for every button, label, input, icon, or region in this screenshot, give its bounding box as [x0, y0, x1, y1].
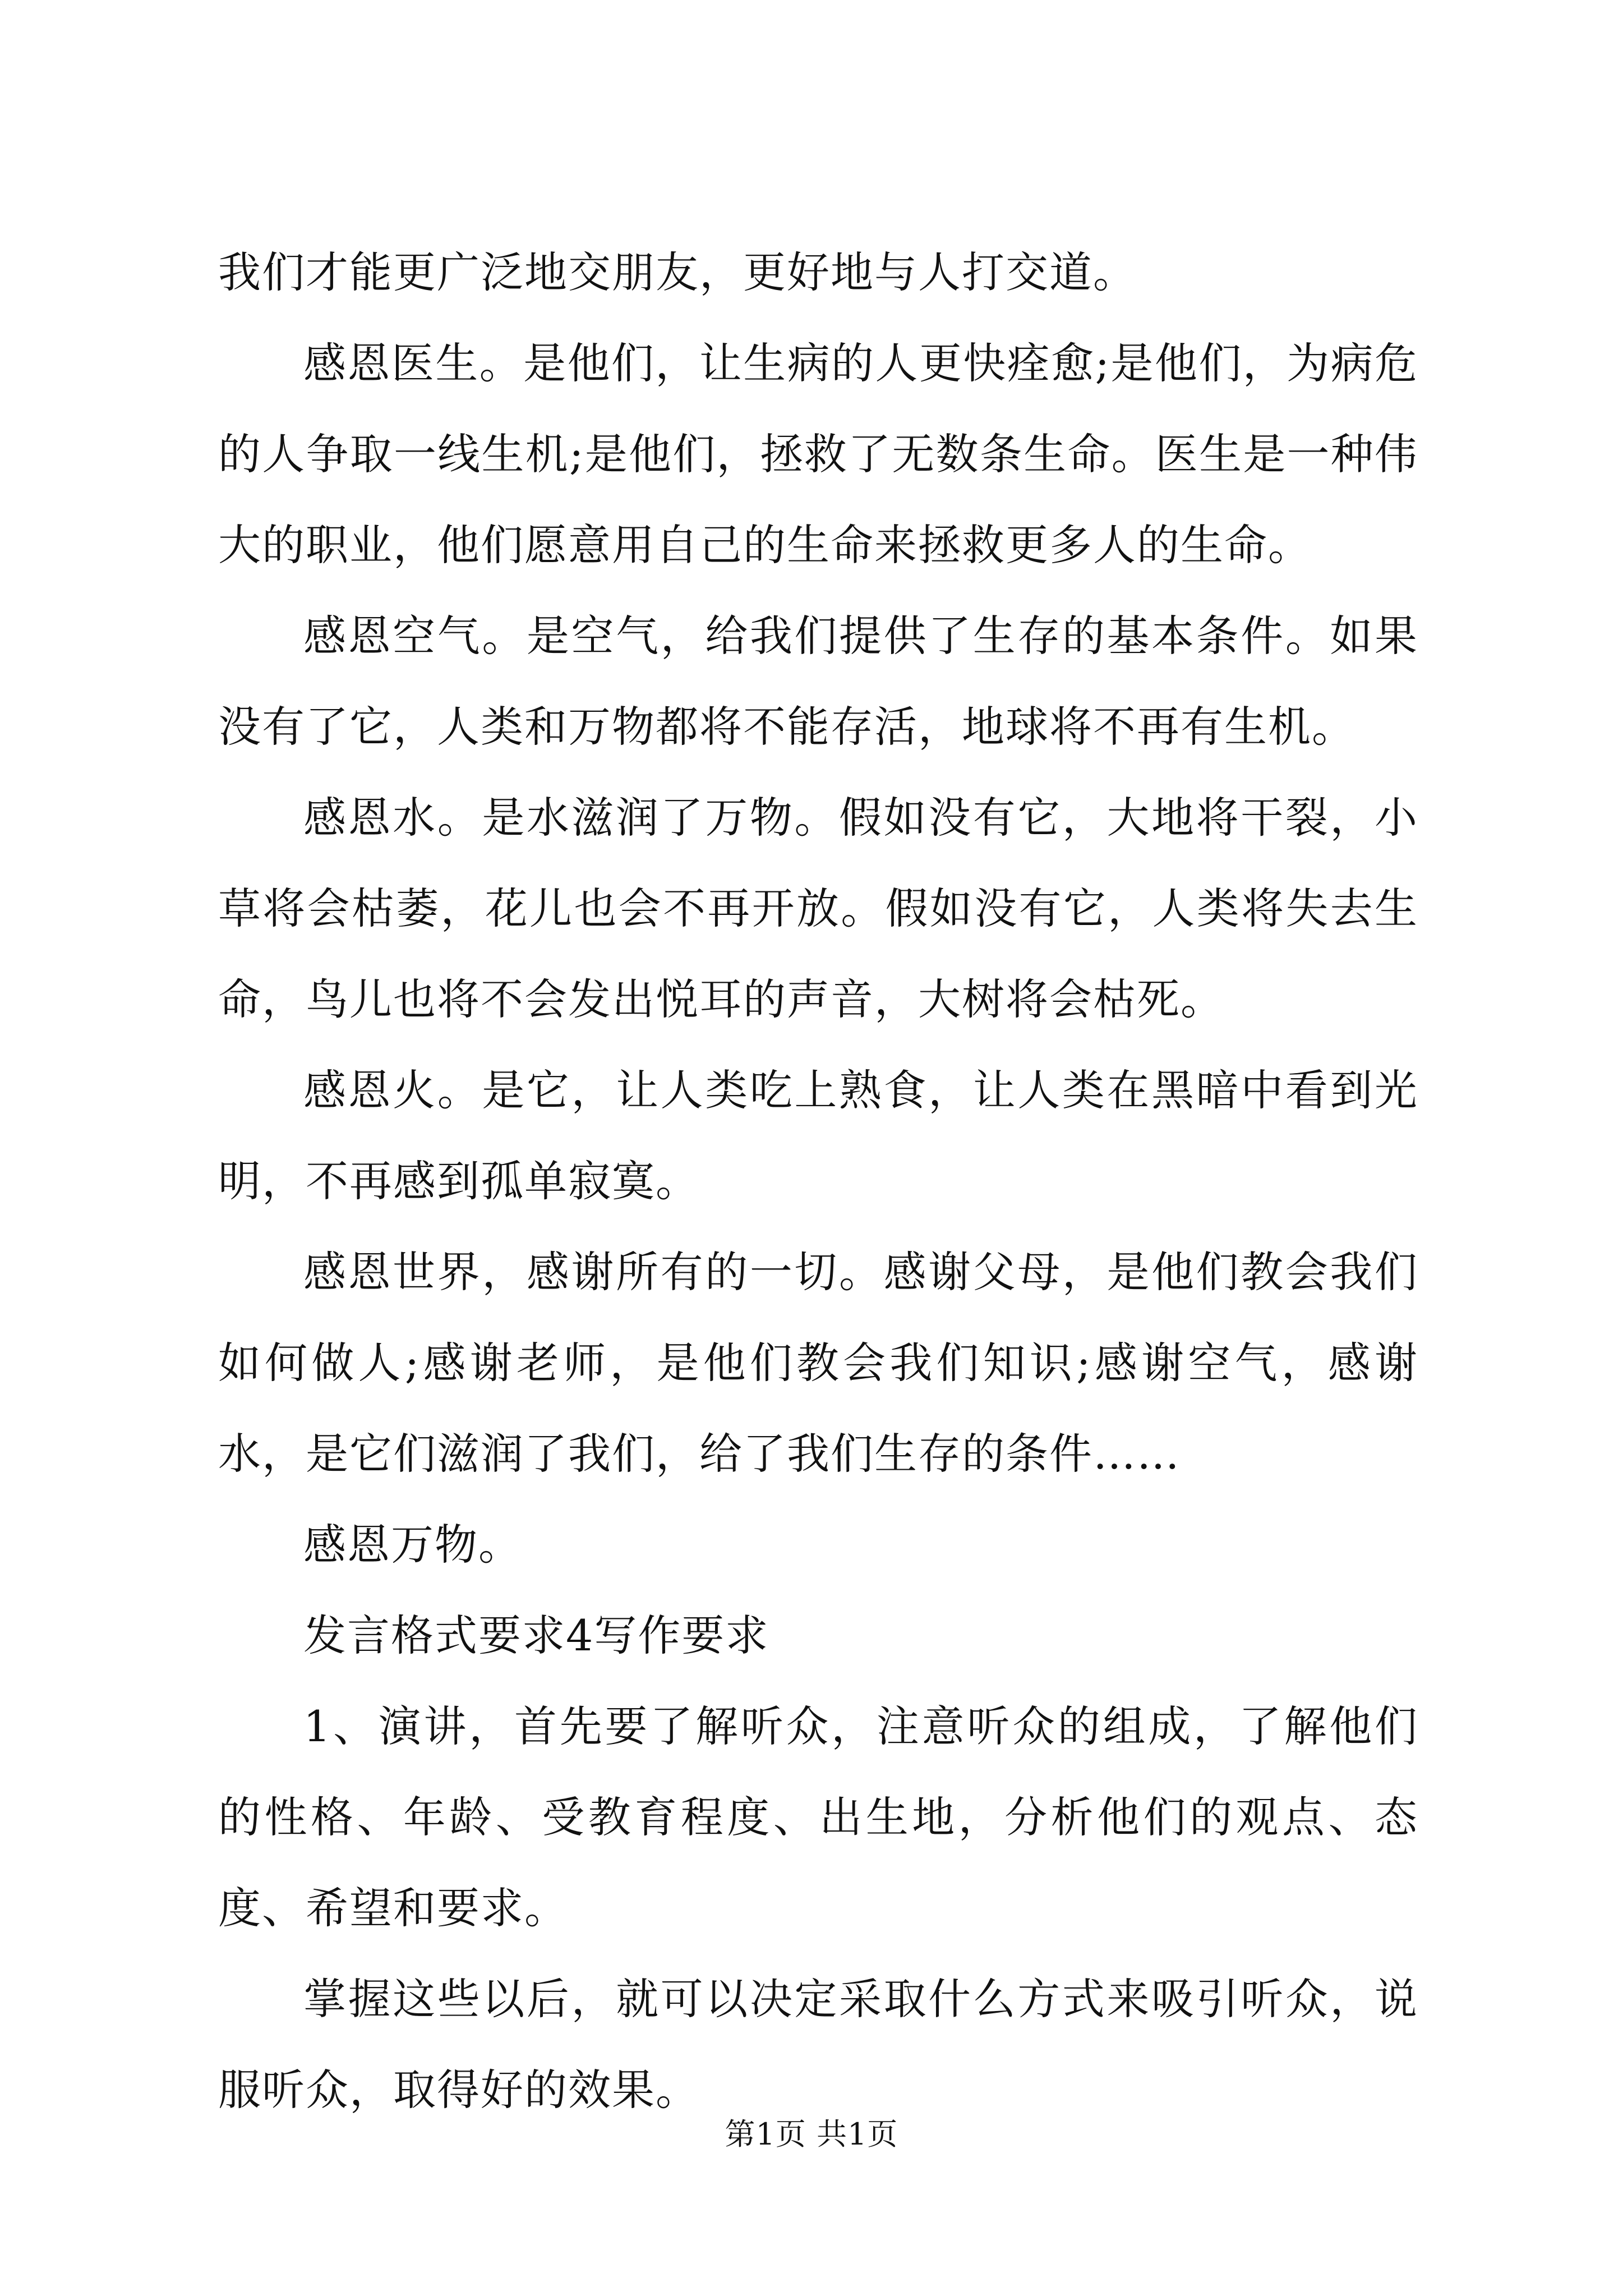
- paragraph-5: 感恩火。是它，让人类吃上熟食，让人类在黑暗中看到光明，不再感到孤单寂寞。: [218, 1065, 1418, 1206]
- paragraph-3: 感恩空气。是空气，给我们提供了生存的基本条件。如果没有了它，人类和万物都将不能存活，地球将不再有生机。: [218, 611, 1418, 752]
- paragraph-2: 感恩医生。是他们，让生病的人更快痊愈;是他们，为病危的人争取一线生机;是他们，拯救了无数条生命。医生是一种伟大的职业，他们愿意用自己的生命来拯救更多人的生命。: [218, 338, 1418, 570]
- section-heading: 发言格式要求4写作要求: [303, 1611, 769, 1660]
- page-footer: 第1页 共1页: [725, 2116, 898, 2152]
- paragraph-10: 掌握这些以后，就可以决定采取什么方式来吸引听众，说服听众，取得好的效果。: [218, 1974, 1418, 2115]
- paragraph-9: 1、演讲，首先要了解听众，注意听众的组成，了解他们的性格、年龄、受教育程度、出生地，分析他们的观点、态度、希望和要求。: [218, 1701, 1418, 1933]
- paragraph-1: 我们才能更广泛地交朋友，更好地与人打交道。: [218, 247, 1137, 297]
- paragraph-6: 感恩世界，感谢所有的一切。感谢父母，是他们教会我们如何做人;感谢老师，是他们教会我们知识;感谢空气，感谢水，是它们滋润了我们，给了我们生存的条件……: [218, 1247, 1418, 1479]
- document-body: [218, 227, 1418, 2136]
- paragraph-7: 感恩万物。: [303, 1520, 522, 1570]
- paragraph-4: 感恩水。是水滋润了万物。假如没有它，大地将干裂，小草将会枯萎，花儿也会不再开放。假如没有它，人类将失去生命，鸟儿也将不会发出悦耳的声音，大树将会枯死。: [218, 793, 1418, 1024]
